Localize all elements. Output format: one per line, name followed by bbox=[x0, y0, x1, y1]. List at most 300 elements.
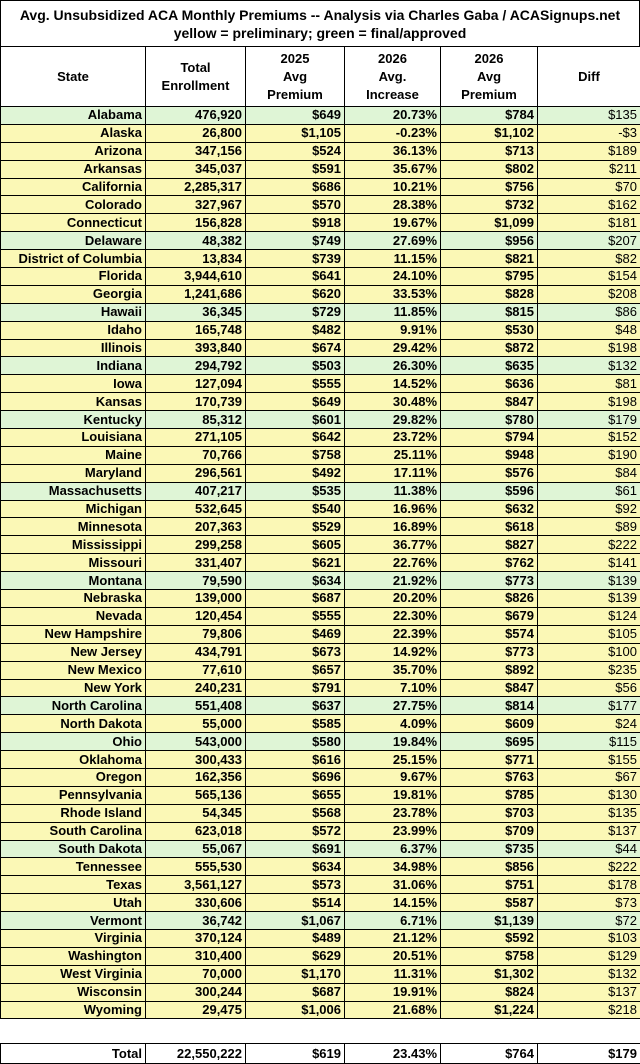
cell-2026-avg-premium: $592 bbox=[441, 929, 538, 947]
cell-2026-increase: 33.53% bbox=[345, 285, 441, 303]
table-row bbox=[1, 124, 640, 142]
cell-2026-avg-premium: $635 bbox=[441, 357, 538, 375]
color-legend: yellow = preliminary; green = final/approved bbox=[173, 24, 467, 41]
table-row bbox=[1, 1001, 640, 1019]
cell-2026-avg-premium: $824 bbox=[441, 983, 538, 1001]
cell-2026-increase: 35.67% bbox=[345, 160, 441, 178]
total-enrollment: 22,550,222 bbox=[146, 1044, 246, 1064]
cell-2026-avg-premium: $763 bbox=[441, 768, 538, 786]
cell-2026-increase: 6.37% bbox=[345, 840, 441, 858]
cell-diff: $124 bbox=[538, 607, 640, 625]
cell-2026-increase: 28.38% bbox=[345, 196, 441, 214]
title: Avg. Unsubsidized ACA Monthly Premiums -- Analysis via Charles Gaba / ACASignups.net bbox=[19, 6, 621, 23]
cell-state: West Virginia bbox=[1, 965, 146, 983]
cell-2025-avg-premium: $739 bbox=[246, 250, 345, 268]
cell-2025-avg-premium: $649 bbox=[246, 107, 345, 125]
table-row bbox=[1, 733, 640, 751]
cell-enrollment: 79,806 bbox=[146, 625, 246, 643]
cell-diff: $89 bbox=[538, 518, 640, 536]
table-row bbox=[1, 357, 640, 375]
cell-2026-avg-premium: $821 bbox=[441, 250, 538, 268]
cell-2026-avg-premium: $1,139 bbox=[441, 912, 538, 930]
cell-enrollment: 294,792 bbox=[146, 357, 246, 375]
table-row bbox=[1, 178, 640, 196]
cell-diff: $155 bbox=[538, 751, 640, 769]
cell-2026-avg-premium: $847 bbox=[441, 393, 538, 411]
cell-2025-avg-premium: $791 bbox=[246, 679, 345, 697]
cell-enrollment: 327,967 bbox=[146, 196, 246, 214]
cell-diff: $92 bbox=[538, 500, 640, 518]
cell-2025-avg-premium: $489 bbox=[246, 929, 345, 947]
cell-enrollment: 36,742 bbox=[146, 912, 246, 930]
cell-enrollment: 79,590 bbox=[146, 572, 246, 590]
cell-2026-increase: 19.91% bbox=[345, 983, 441, 1001]
cell-state: Michigan bbox=[1, 500, 146, 518]
cell-2026-increase: 11.38% bbox=[345, 482, 441, 500]
cell-enrollment: 330,606 bbox=[146, 894, 246, 912]
cell-2025-avg-premium: $580 bbox=[246, 733, 345, 751]
table-row bbox=[1, 554, 640, 572]
cell-2026-increase: 14.15% bbox=[345, 894, 441, 912]
cell-2025-avg-premium: $524 bbox=[246, 142, 345, 160]
cell-2025-avg-premium: $729 bbox=[246, 303, 345, 321]
cell-state: Pennsylvania bbox=[1, 786, 146, 804]
total-label: Total bbox=[1, 1044, 146, 1064]
table-row bbox=[1, 142, 640, 160]
table-row bbox=[1, 751, 640, 769]
cell-2026-avg-premium: $785 bbox=[441, 786, 538, 804]
cell-2026-avg-premium: $574 bbox=[441, 625, 538, 643]
cell-2025-avg-premium: $514 bbox=[246, 894, 345, 912]
cell-2025-avg-premium: $1,067 bbox=[246, 912, 345, 930]
cell-enrollment: 476,920 bbox=[146, 107, 246, 125]
cell-diff: $211 bbox=[538, 160, 640, 178]
cell-diff: $207 bbox=[538, 232, 640, 250]
cell-2026-avg-premium: $847 bbox=[441, 679, 538, 697]
cell-diff: $130 bbox=[538, 786, 640, 804]
cell-2026-avg-premium: $814 bbox=[441, 697, 538, 715]
cell-enrollment: 165,748 bbox=[146, 321, 246, 339]
cell-2026-avg-premium: $632 bbox=[441, 500, 538, 518]
cell-state: Connecticut bbox=[1, 214, 146, 232]
total-row bbox=[1, 1044, 640, 1064]
table-row bbox=[1, 983, 640, 1001]
cell-enrollment: 565,136 bbox=[146, 786, 246, 804]
cell-diff: $70 bbox=[538, 178, 640, 196]
cell-2026-avg-premium: $530 bbox=[441, 321, 538, 339]
cell-2025-avg-premium: $620 bbox=[246, 285, 345, 303]
cell-diff: $177 bbox=[538, 697, 640, 715]
table-row bbox=[1, 947, 640, 965]
cell-2026-increase: 27.75% bbox=[345, 697, 441, 715]
cell-state: Alaska bbox=[1, 124, 146, 142]
table-row bbox=[1, 572, 640, 590]
cell-state: North Dakota bbox=[1, 715, 146, 733]
cell-state: New Jersey bbox=[1, 643, 146, 661]
cell-2025-avg-premium: $482 bbox=[246, 321, 345, 339]
cell-diff: $132 bbox=[538, 965, 640, 983]
cell-enrollment: 13,834 bbox=[146, 250, 246, 268]
cell-enrollment: 1,241,686 bbox=[146, 285, 246, 303]
cell-diff: $135 bbox=[538, 107, 640, 125]
table-row bbox=[1, 858, 640, 876]
table-row bbox=[1, 321, 640, 339]
table-row bbox=[1, 160, 640, 178]
cell-diff: $132 bbox=[538, 357, 640, 375]
cell-2026-avg-premium: $795 bbox=[441, 268, 538, 286]
cell-2025-avg-premium: $686 bbox=[246, 178, 345, 196]
cell-diff: $190 bbox=[538, 446, 640, 464]
cell-state: Nebraska bbox=[1, 590, 146, 608]
cell-enrollment: 271,105 bbox=[146, 429, 246, 447]
cell-enrollment: 240,231 bbox=[146, 679, 246, 697]
cell-2026-increase: 25.11% bbox=[345, 446, 441, 464]
cell-2026-avg-premium: $780 bbox=[441, 411, 538, 429]
cell-diff: $115 bbox=[538, 733, 640, 751]
cell-enrollment: 370,124 bbox=[146, 929, 246, 947]
header-2025-avg-premium: 2025 Avg Premium bbox=[246, 47, 345, 107]
cell-2025-avg-premium: $749 bbox=[246, 232, 345, 250]
cell-2025-avg-premium: $555 bbox=[246, 375, 345, 393]
cell-2026-avg-premium: $948 bbox=[441, 446, 538, 464]
cell-2025-avg-premium: $634 bbox=[246, 572, 345, 590]
cell-2026-increase: 20.73% bbox=[345, 107, 441, 125]
cell-state: Indiana bbox=[1, 357, 146, 375]
cell-2025-avg-premium: $657 bbox=[246, 661, 345, 679]
cell-state: Arizona bbox=[1, 142, 146, 160]
cell-state: Idaho bbox=[1, 321, 146, 339]
cell-diff: $103 bbox=[538, 929, 640, 947]
cell-2026-avg-premium: $892 bbox=[441, 661, 538, 679]
totals-table bbox=[0, 1043, 640, 1064]
cell-diff: $67 bbox=[538, 768, 640, 786]
cell-2025-avg-premium: $535 bbox=[246, 482, 345, 500]
cell-state: Minnesota bbox=[1, 518, 146, 536]
table-row bbox=[1, 518, 640, 536]
cell-2026-avg-premium: $856 bbox=[441, 858, 538, 876]
cell-diff: -$3 bbox=[538, 124, 640, 142]
cell-enrollment: 543,000 bbox=[146, 733, 246, 751]
table-row bbox=[1, 607, 640, 625]
cell-diff: $139 bbox=[538, 572, 640, 590]
cell-2025-avg-premium: $641 bbox=[246, 268, 345, 286]
cell-2026-avg-premium: $826 bbox=[441, 590, 538, 608]
cell-2026-increase: 21.92% bbox=[345, 572, 441, 590]
table-row bbox=[1, 965, 640, 983]
cell-2025-avg-premium: $572 bbox=[246, 822, 345, 840]
cell-2026-avg-premium: $756 bbox=[441, 178, 538, 196]
cell-2025-avg-premium: $642 bbox=[246, 429, 345, 447]
table-row bbox=[1, 822, 640, 840]
table-row bbox=[1, 107, 640, 125]
cell-state: Virginia bbox=[1, 929, 146, 947]
cell-2025-avg-premium: $673 bbox=[246, 643, 345, 661]
cell-diff: $105 bbox=[538, 625, 640, 643]
premium-table bbox=[0, 46, 640, 1019]
cell-enrollment: 310,400 bbox=[146, 947, 246, 965]
cell-diff: $152 bbox=[538, 429, 640, 447]
cell-2026-increase: 35.70% bbox=[345, 661, 441, 679]
cell-diff: $198 bbox=[538, 339, 640, 357]
cell-diff: $208 bbox=[538, 285, 640, 303]
cell-enrollment: 555,530 bbox=[146, 858, 246, 876]
cell-state: Florida bbox=[1, 268, 146, 286]
cell-2025-avg-premium: $469 bbox=[246, 625, 345, 643]
cell-2025-avg-premium: $570 bbox=[246, 196, 345, 214]
table-body bbox=[1, 107, 640, 1019]
cell-2026-increase: 14.92% bbox=[345, 643, 441, 661]
cell-diff: $178 bbox=[538, 876, 640, 894]
table-row bbox=[1, 500, 640, 518]
cell-2025-avg-premium: $605 bbox=[246, 536, 345, 554]
header-2026-avg-premium: 2026 Avg Premium bbox=[441, 47, 538, 107]
cell-2026-increase: 10.21% bbox=[345, 178, 441, 196]
cell-diff: $181 bbox=[538, 214, 640, 232]
cell-2026-avg-premium: $695 bbox=[441, 733, 538, 751]
cell-diff: $222 bbox=[538, 536, 640, 554]
cell-state: Alabama bbox=[1, 107, 146, 125]
cell-state: Maine bbox=[1, 446, 146, 464]
cell-2026-avg-premium: $762 bbox=[441, 554, 538, 572]
cell-2026-avg-premium: $1,224 bbox=[441, 1001, 538, 1019]
cell-diff: $218 bbox=[538, 1001, 640, 1019]
cell-diff: $44 bbox=[538, 840, 640, 858]
cell-2026-avg-premium: $827 bbox=[441, 536, 538, 554]
cell-state: North Carolina bbox=[1, 697, 146, 715]
cell-enrollment: 393,840 bbox=[146, 339, 246, 357]
cell-diff: $82 bbox=[538, 250, 640, 268]
header-diff: Diff bbox=[538, 47, 640, 107]
cell-enrollment: 296,561 bbox=[146, 464, 246, 482]
table-row bbox=[1, 250, 640, 268]
cell-state: California bbox=[1, 178, 146, 196]
table-row bbox=[1, 482, 640, 500]
cell-state: Iowa bbox=[1, 375, 146, 393]
cell-2026-increase: 11.85% bbox=[345, 303, 441, 321]
cell-2026-increase: 7.10% bbox=[345, 679, 441, 697]
cell-2025-avg-premium: $616 bbox=[246, 751, 345, 769]
cell-enrollment: 162,356 bbox=[146, 768, 246, 786]
cell-enrollment: 299,258 bbox=[146, 536, 246, 554]
cell-state: Texas bbox=[1, 876, 146, 894]
table-row bbox=[1, 929, 640, 947]
cell-2026-avg-premium: $713 bbox=[441, 142, 538, 160]
cell-2026-avg-premium: $1,102 bbox=[441, 124, 538, 142]
cell-state: Wyoming bbox=[1, 1001, 146, 1019]
cell-diff: $189 bbox=[538, 142, 640, 160]
cell-state: Rhode Island bbox=[1, 804, 146, 822]
cell-2025-avg-premium: $687 bbox=[246, 983, 345, 1001]
cell-2026-avg-premium: $703 bbox=[441, 804, 538, 822]
cell-2026-increase: 34.98% bbox=[345, 858, 441, 876]
cell-state: Kentucky bbox=[1, 411, 146, 429]
table-row bbox=[1, 912, 640, 930]
cell-2026-increase: -0.23% bbox=[345, 124, 441, 142]
cell-2026-avg-premium: $751 bbox=[441, 876, 538, 894]
cell-state: Ohio bbox=[1, 733, 146, 751]
cell-2026-avg-premium: $636 bbox=[441, 375, 538, 393]
table-row bbox=[1, 661, 640, 679]
cell-2026-avg-premium: $758 bbox=[441, 947, 538, 965]
cell-enrollment: 139,000 bbox=[146, 590, 246, 608]
cell-state: New Hampshire bbox=[1, 625, 146, 643]
table-row bbox=[1, 393, 640, 411]
cell-diff: $56 bbox=[538, 679, 640, 697]
cell-state: Oklahoma bbox=[1, 751, 146, 769]
table-row bbox=[1, 375, 640, 393]
cell-enrollment: 300,433 bbox=[146, 751, 246, 769]
cell-state: Missouri bbox=[1, 554, 146, 572]
header-2026-avg-increase: 2026 Avg. Increase bbox=[345, 47, 441, 107]
cell-2026-increase: 19.81% bbox=[345, 786, 441, 804]
cell-enrollment: 623,018 bbox=[146, 822, 246, 840]
cell-state: New Mexico bbox=[1, 661, 146, 679]
cell-state: Louisiana bbox=[1, 429, 146, 447]
cell-2026-avg-premium: $815 bbox=[441, 303, 538, 321]
cell-diff: $141 bbox=[538, 554, 640, 572]
cell-state: Mississippi bbox=[1, 536, 146, 554]
cell-2025-avg-premium: $591 bbox=[246, 160, 345, 178]
cell-2026-increase: 21.12% bbox=[345, 929, 441, 947]
cell-enrollment: 3,561,127 bbox=[146, 876, 246, 894]
cell-2026-avg-premium: $732 bbox=[441, 196, 538, 214]
cell-state: Delaware bbox=[1, 232, 146, 250]
table-row bbox=[1, 429, 640, 447]
cell-state: Tennessee bbox=[1, 858, 146, 876]
table-row bbox=[1, 786, 640, 804]
cell-2025-avg-premium: $758 bbox=[246, 446, 345, 464]
cell-2026-avg-premium: $618 bbox=[441, 518, 538, 536]
table-row bbox=[1, 840, 640, 858]
cell-enrollment: 29,475 bbox=[146, 1001, 246, 1019]
cell-2026-avg-premium: $679 bbox=[441, 607, 538, 625]
cell-2025-avg-premium: $1,170 bbox=[246, 965, 345, 983]
cell-enrollment: 156,828 bbox=[146, 214, 246, 232]
cell-enrollment: 85,312 bbox=[146, 411, 246, 429]
cell-2025-avg-premium: $529 bbox=[246, 518, 345, 536]
cell-2026-increase: 29.42% bbox=[345, 339, 441, 357]
table-row bbox=[1, 285, 640, 303]
cell-2026-avg-premium: $794 bbox=[441, 429, 538, 447]
cell-2026-avg-premium: $1,302 bbox=[441, 965, 538, 983]
cell-2026-increase: 25.15% bbox=[345, 751, 441, 769]
cell-enrollment: 70,000 bbox=[146, 965, 246, 983]
cell-2026-avg-premium: $773 bbox=[441, 572, 538, 590]
table-row bbox=[1, 679, 640, 697]
cell-2025-avg-premium: $503 bbox=[246, 357, 345, 375]
cell-state: Washington bbox=[1, 947, 146, 965]
table-row bbox=[1, 214, 640, 232]
cell-diff: $100 bbox=[538, 643, 640, 661]
cell-2026-increase: 4.09% bbox=[345, 715, 441, 733]
table-row bbox=[1, 446, 640, 464]
cell-diff: $129 bbox=[538, 947, 640, 965]
cell-2025-avg-premium: $637 bbox=[246, 697, 345, 715]
header-row bbox=[1, 47, 640, 107]
cell-state: Utah bbox=[1, 894, 146, 912]
cell-2026-increase: 11.15% bbox=[345, 250, 441, 268]
table-row bbox=[1, 697, 640, 715]
cell-diff: $179 bbox=[538, 411, 640, 429]
table-row bbox=[1, 894, 640, 912]
table-row bbox=[1, 339, 640, 357]
cell-2026-increase: 20.20% bbox=[345, 590, 441, 608]
cell-2025-avg-premium: $696 bbox=[246, 768, 345, 786]
cell-2026-increase: 19.84% bbox=[345, 733, 441, 751]
spacer bbox=[0, 1019, 640, 1043]
cell-2025-avg-premium: $629 bbox=[246, 947, 345, 965]
cell-2026-increase: 23.78% bbox=[345, 804, 441, 822]
total-2025-avg-premium: $619 bbox=[246, 1044, 345, 1064]
cell-2025-avg-premium: $1,006 bbox=[246, 1001, 345, 1019]
cell-2025-avg-premium: $655 bbox=[246, 786, 345, 804]
cell-2025-avg-premium: $674 bbox=[246, 339, 345, 357]
cell-2025-avg-premium: $918 bbox=[246, 214, 345, 232]
cell-state: Georgia bbox=[1, 285, 146, 303]
table-row bbox=[1, 303, 640, 321]
cell-enrollment: 331,407 bbox=[146, 554, 246, 572]
cell-2026-avg-premium: $872 bbox=[441, 339, 538, 357]
cell-state: Vermont bbox=[1, 912, 146, 930]
cell-2025-avg-premium: $621 bbox=[246, 554, 345, 572]
cell-diff: $162 bbox=[538, 196, 640, 214]
cell-enrollment: 120,454 bbox=[146, 607, 246, 625]
table-row bbox=[1, 268, 640, 286]
header-state: State bbox=[1, 47, 146, 107]
cell-2025-avg-premium: $555 bbox=[246, 607, 345, 625]
cell-2026-increase: 22.39% bbox=[345, 625, 441, 643]
cell-enrollment: 77,610 bbox=[146, 661, 246, 679]
cell-enrollment: 345,037 bbox=[146, 160, 246, 178]
table-row bbox=[1, 768, 640, 786]
cell-state: New York bbox=[1, 679, 146, 697]
cell-2025-avg-premium: $1,105 bbox=[246, 124, 345, 142]
cell-state: South Dakota bbox=[1, 840, 146, 858]
cell-2026-increase: 6.71% bbox=[345, 912, 441, 930]
cell-diff: $137 bbox=[538, 822, 640, 840]
cell-state: Oregon bbox=[1, 768, 146, 786]
cell-2026-avg-premium: $596 bbox=[441, 482, 538, 500]
cell-state: Nevada bbox=[1, 607, 146, 625]
header-enrollment: Total Enrollment bbox=[146, 47, 246, 107]
table-row bbox=[1, 876, 640, 894]
cell-diff: $198 bbox=[538, 393, 640, 411]
table-row bbox=[1, 464, 640, 482]
cell-2026-increase: 11.31% bbox=[345, 965, 441, 983]
cell-2025-avg-premium: $585 bbox=[246, 715, 345, 733]
cell-diff: $48 bbox=[538, 321, 640, 339]
cell-state: Wisconsin bbox=[1, 983, 146, 1001]
cell-enrollment: 70,766 bbox=[146, 446, 246, 464]
cell-diff: $135 bbox=[538, 804, 640, 822]
cell-2025-avg-premium: $634 bbox=[246, 858, 345, 876]
cell-diff: $73 bbox=[538, 894, 640, 912]
cell-state: Arkansas bbox=[1, 160, 146, 178]
cell-2026-increase: 22.76% bbox=[345, 554, 441, 572]
table-row bbox=[1, 411, 640, 429]
cell-2026-increase: 16.96% bbox=[345, 500, 441, 518]
cell-2026-increase: 9.67% bbox=[345, 768, 441, 786]
cell-2026-increase: 36.13% bbox=[345, 142, 441, 160]
cell-2026-increase: 14.52% bbox=[345, 375, 441, 393]
cell-2026-increase: 19.67% bbox=[345, 214, 441, 232]
cell-2026-avg-premium: $828 bbox=[441, 285, 538, 303]
cell-enrollment: 532,645 bbox=[146, 500, 246, 518]
cell-2026-increase: 23.99% bbox=[345, 822, 441, 840]
cell-2026-increase: 9.91% bbox=[345, 321, 441, 339]
cell-enrollment: 300,244 bbox=[146, 983, 246, 1001]
cell-diff: $24 bbox=[538, 715, 640, 733]
